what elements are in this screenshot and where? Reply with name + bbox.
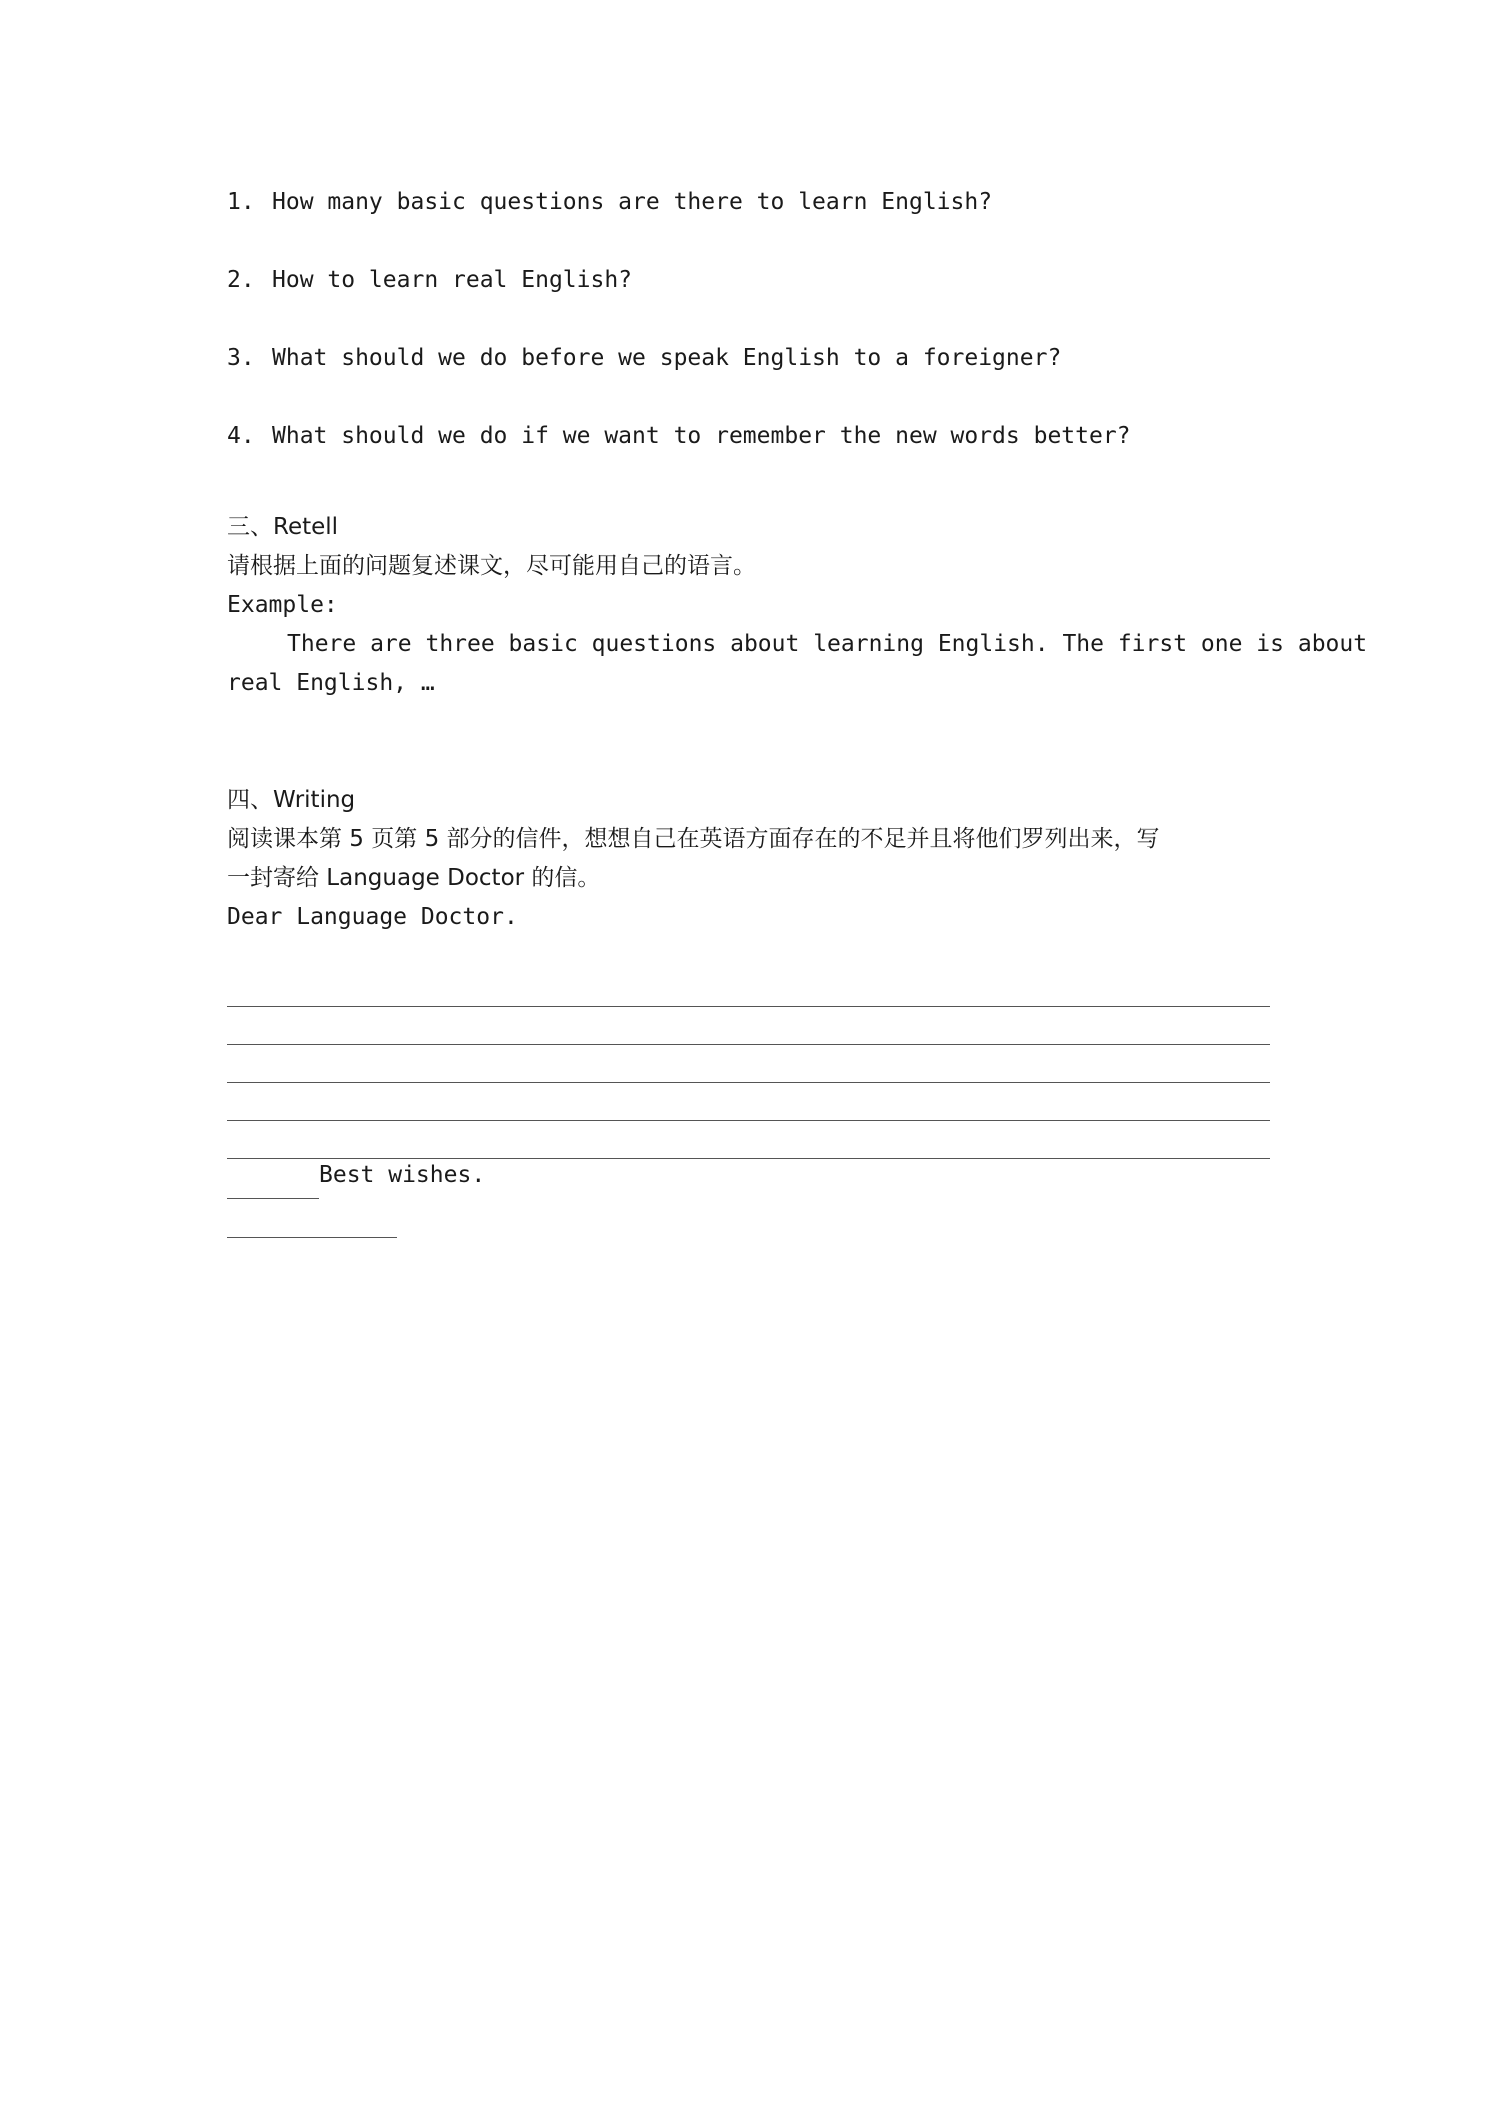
letter-closing [227, 1159, 1270, 1199]
question-number: 3. [227, 345, 255, 371]
writing-blank-line[interactable] [227, 1007, 1270, 1045]
writing-instruction-line-1: 阅读课本第 5 页第 5 部分的信件，想想自己在英语方面存在的不足并且将他们罗列出来，写 [227, 826, 1160, 852]
letter-salutation: Dear Language Doctor. [227, 904, 518, 930]
closing-blank[interactable] [227, 1170, 319, 1199]
writing-instruction-line-2: 一封寄给 Language Doctor 的信。 [227, 865, 601, 891]
writing-blank-line[interactable] [227, 1045, 1270, 1083]
signature-blank[interactable] [227, 1209, 397, 1238]
question-text: What should we do if we want to remember the new words better? [272, 423, 1131, 449]
question-item [227, 178, 1270, 256]
question-text: How many basic questions are there to learn English? [272, 189, 993, 215]
example-text-line-2: real English, … [227, 670, 435, 696]
question-item [227, 256, 1270, 334]
question-text: How to learn real English? [272, 267, 633, 293]
worksheet-content [227, 178, 1368, 1238]
question-number: 1. [227, 189, 255, 215]
question-number: 2. [227, 267, 255, 293]
question-item [227, 412, 1270, 490]
retell-instruction: 请根据上面的问题复述课文，尽可能用自己的语言。 [227, 553, 756, 579]
closing-text: Best wishes. [319, 1162, 486, 1188]
example-label: Example: [227, 592, 338, 618]
writing-blank-line[interactable] [227, 969, 1270, 1007]
question-text: What should we do before we speak English to a foreigner? [272, 345, 1062, 371]
writing-blank-line[interactable] [227, 1083, 1270, 1121]
retell-heading: 三、Retell [227, 514, 339, 540]
writing-heading: 四、Writing [227, 787, 356, 813]
question-number: 4. [227, 423, 255, 449]
question-item [227, 334, 1270, 412]
letter-writing-area [227, 969, 1270, 1159]
example-text-line-1: There are three basic questions about learning English. The first one is about [287, 631, 1368, 657]
